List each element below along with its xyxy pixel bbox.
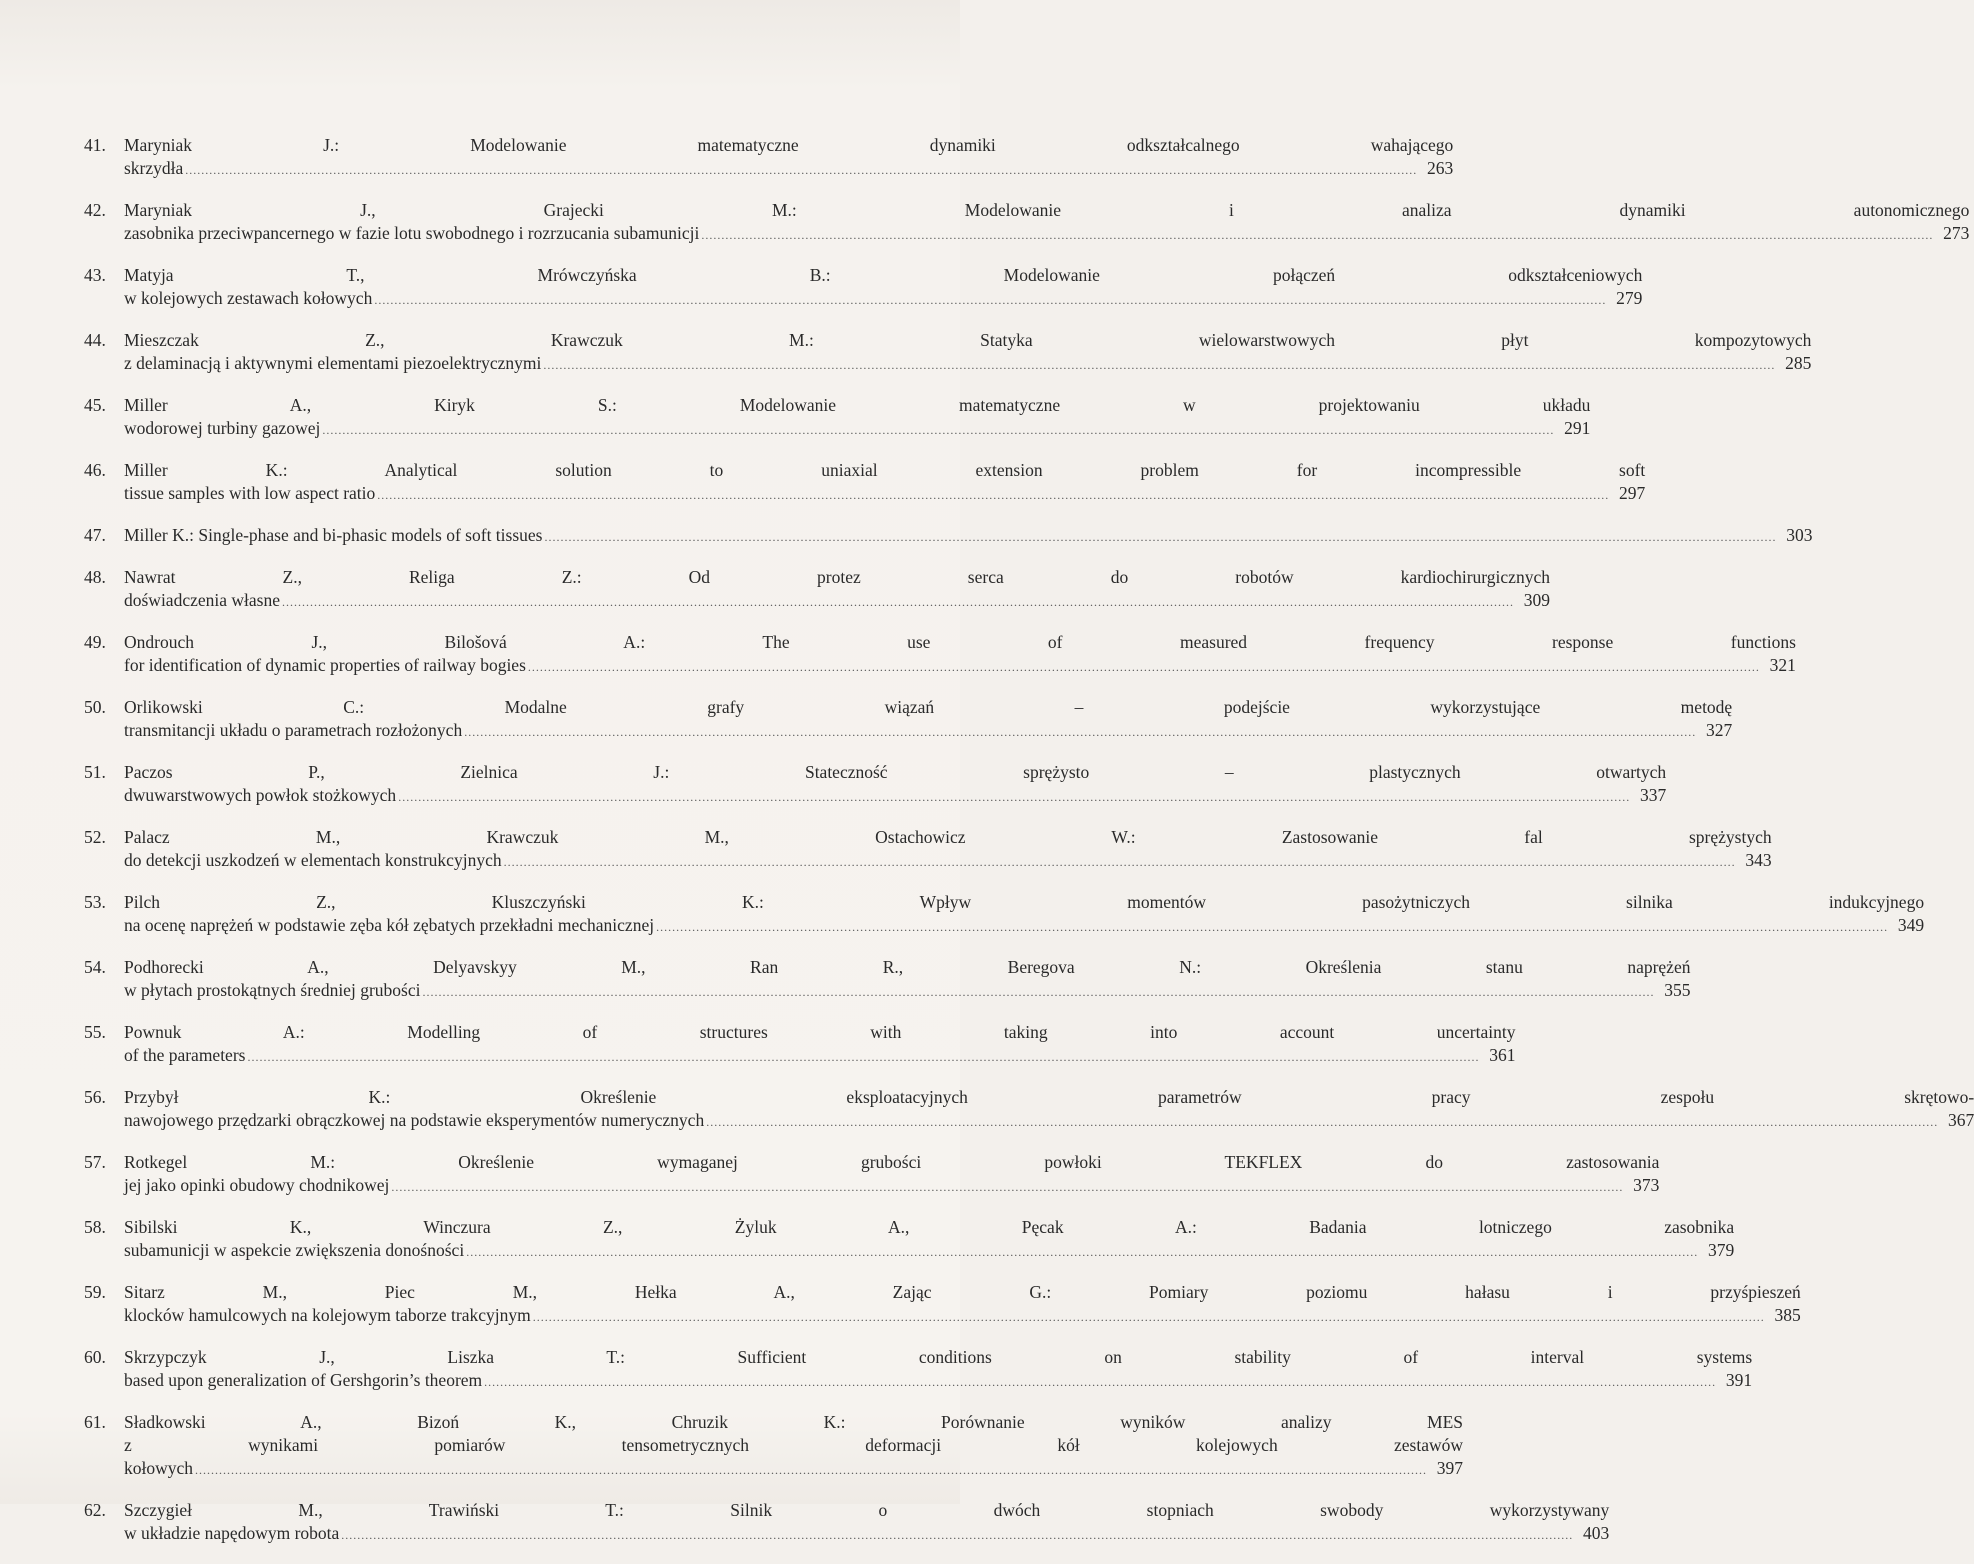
entry-line: nawojowego przędzarki obrączkowej na podstawie eksperymentów numerycznych: [124, 1110, 705, 1130]
entry-line: do detekcji uszkodzeń w elementach konstrukcyjnych: [124, 850, 502, 870]
entry-text: [124, 1281, 1801, 1329]
entry-number: 49.: [84, 632, 106, 652]
entry-line: Miller K.: Analytical solution to uniaxial extension problem for incompressible soft: [124, 460, 1646, 480]
entry-number: 55.: [84, 1022, 106, 1042]
dot-leader: [466, 1241, 1698, 1264]
entry-number: 56.: [84, 1087, 106, 1107]
entry-line: transmitancji układu o parametrach rozłożonych: [124, 720, 463, 740]
entry-last-line: [124, 1044, 1515, 1069]
entry-text: [124, 199, 1969, 247]
entry-line: Pownuk A.: Modelling of structures with taking into account uncertainty: [124, 1022, 1516, 1042]
entry-text: [124, 1021, 1515, 1069]
entry-last-line: [124, 719, 1732, 744]
entry-line: klocków hamulcowych na kolejowym taborze trakcyjnym: [124, 1305, 531, 1325]
entry-last-line: [124, 417, 1590, 442]
dot-leader: [422, 981, 1654, 1004]
entry-number: 46.: [84, 460, 106, 480]
entry-last-line: [124, 1522, 1609, 1547]
page-number: 367: [1947, 1110, 1974, 1130]
toc-entry: [84, 459, 1646, 507]
entry-text: [124, 524, 1812, 549]
entry-number: 60.: [84, 1347, 106, 1367]
entry-line: skrzydła: [124, 158, 184, 178]
page-number: 403: [1583, 1523, 1610, 1543]
entry-number: 61.: [84, 1412, 106, 1432]
entry-last-line: [124, 1109, 1974, 1134]
toc-entry: [84, 1411, 1464, 1482]
dot-leader: [533, 1306, 1765, 1329]
entry-line: subamunicji w aspekcie zwiększenia donośności: [124, 1240, 465, 1260]
entry-line: Rotkegel M.: Określenie wymaganej grubości powłoki TEKFLEX do zastosowania: [124, 1152, 1660, 1172]
entry-line: Palacz M., Krawczuk M., Ostachowicz W.: Zastosowanie fal sprężystych: [124, 827, 1772, 847]
toc-entry: [84, 566, 1550, 614]
toc-entry: [84, 394, 1591, 442]
entry-line: Podhorecki A., Delyavskyy M., Ran R., Beregova N.: Określenia stanu naprężeń: [124, 957, 1691, 977]
entry-number: 51.: [84, 762, 106, 782]
entry-last-line: [124, 979, 1690, 1004]
entry-line: z wynikami pomiarów tensometrycznych deformacji kół kolejowych zestawów: [124, 1435, 1464, 1455]
page-number: 397: [1436, 1458, 1464, 1478]
entry-line: kołowych: [124, 1458, 194, 1478]
entry-line: Mieszczak Z., Krawczuk M.: Statyka wielowarstwowych płyt kompozytowych: [124, 330, 1812, 350]
dot-leader: [528, 656, 1760, 679]
entry-text: [124, 1411, 1463, 1482]
entry-number: 45.: [84, 395, 106, 415]
page-number: 285: [1785, 353, 1812, 373]
entry-line: wodorowej turbiny gazowej: [124, 418, 321, 438]
page-number: 303: [1786, 525, 1813, 545]
entry-last-line: [124, 157, 1453, 182]
dot-leader: [701, 224, 1933, 247]
entry-text: [124, 459, 1645, 507]
entry-last-line: [124, 524, 1812, 549]
entry-text: [124, 1499, 1609, 1547]
dot-leader: [195, 1459, 1427, 1482]
toc-entry: [84, 1499, 1610, 1547]
toc-entry: [84, 1151, 1660, 1199]
entry-line: Nawrat Z., Religa Z.: Od protez serca do robotów kardiochirurgicznych: [124, 567, 1550, 587]
entry-last-line: [124, 849, 1772, 874]
page-number: 291: [1564, 418, 1591, 438]
page-number: 349: [1897, 915, 1925, 935]
entry-text: [124, 696, 1732, 744]
entry-last-line: [124, 1457, 1463, 1482]
entry-line: z delaminacją i aktywnymi elementami piezoelektrycznymi: [124, 353, 542, 373]
entry-line: w płytach prostokątnych średniej grubości: [124, 980, 421, 1000]
page-number: 273: [1943, 223, 1970, 243]
toc-entry: [84, 199, 1970, 247]
page-number: 309: [1523, 590, 1550, 610]
entry-line: for identification of dynamic properties of railway bogies: [124, 655, 526, 675]
entry-line: Sitarz M., Piec M., Hełka A., Zając G.: Pomiary poziomu hałasu i przyśpieszeń: [124, 1282, 1801, 1302]
toc-entry: [84, 1021, 1516, 1069]
dot-leader: [341, 1524, 1573, 1547]
entry-text: [124, 761, 1666, 809]
page-number: 361: [1489, 1045, 1516, 1065]
entry-line: zasobnika przeciwpancernego w fazie lotu swobodnego i rozrzucania subamunicji: [124, 223, 700, 243]
entry-text: [124, 394, 1590, 442]
entry-text: [124, 891, 1924, 939]
entry-text: [124, 264, 1642, 312]
entry-last-line: [124, 1174, 1659, 1199]
toc-entry: [84, 696, 1733, 744]
dot-leader: [282, 591, 1514, 614]
entry-last-line: [124, 1304, 1801, 1329]
dot-leader: [543, 354, 1775, 377]
entry-number: 44.: [84, 330, 106, 350]
page-number: 385: [1774, 1305, 1801, 1325]
entry-last-line: [124, 222, 1969, 247]
page-number: 263: [1427, 158, 1454, 178]
entry-line: w kolejowych zestawach kołowych: [124, 288, 373, 308]
entry-line: na ocenę naprężeń w podstawie zęba kół zębatych przekładni mechanicznej: [124, 915, 655, 935]
entry-line: dwuwarstwowych powłok stożkowych: [124, 785, 397, 805]
entry-number: 47.: [84, 525, 106, 545]
toc-entry: [84, 956, 1691, 1004]
entry-text: [124, 566, 1550, 614]
entry-line: based upon generalization of Gershgorin’s theorem: [124, 1370, 483, 1390]
entry-number: 50.: [84, 697, 106, 717]
entry-number: 48.: [84, 567, 106, 587]
toc-entry: [84, 826, 1772, 874]
dot-leader: [544, 526, 1776, 549]
entry-text: [124, 329, 1811, 377]
entry-line: Maryniak J., Grajecki M.: Modelowanie i analiza dynamiki autonomicznego: [124, 200, 1970, 220]
entry-number: 42.: [84, 200, 106, 220]
entry-number: 41.: [84, 135, 106, 155]
dot-leader: [706, 1111, 1938, 1134]
entry-last-line: [124, 352, 1811, 377]
toc-entry: [84, 761, 1667, 809]
entry-line: tissue samples with low aspect ratio: [124, 483, 376, 503]
entry-line: Sibilski K., Winczura Z., Żyluk A., Pęcak A.: Badania lotniczego zasobnika: [124, 1217, 1735, 1237]
entry-number: 53.: [84, 892, 106, 912]
entry-number: 62.: [84, 1500, 106, 1520]
table-of-contents: [84, 134, 1974, 1564]
entry-line: of the parameters: [124, 1045, 246, 1065]
entry-number: 54.: [84, 957, 106, 977]
dot-leader: [504, 851, 1736, 874]
dot-leader: [484, 1371, 1716, 1394]
dot-leader: [656, 916, 1888, 939]
page-number: 343: [1745, 850, 1772, 870]
entry-last-line: [124, 482, 1645, 507]
page-number: 297: [1619, 483, 1646, 503]
entry-last-line: [124, 654, 1796, 679]
page-number: 327: [1705, 720, 1733, 740]
entry-line: Sładkowski A., Bizoń K., Chruzik K.: Porównanie wyników analizy MES: [124, 1412, 1464, 1432]
entry-line: Maryniak J.: Modelowanie matematyczne dynamiki odkształcalnego wahającego: [124, 135, 1454, 155]
entry-last-line: [124, 1369, 1752, 1394]
toc-entry: [84, 1346, 1753, 1394]
page-number: 379: [1707, 1240, 1735, 1260]
page-number: 279: [1616, 288, 1643, 308]
dot-leader: [247, 1046, 1479, 1069]
entry-last-line: [124, 784, 1666, 809]
entry-line: Przybył K.: Określenie eksploatacyjnych parametrów pracy zespołu skrętowo-: [124, 1087, 1974, 1107]
dot-leader: [322, 419, 1554, 442]
entry-text: [124, 956, 1690, 1004]
entry-line: Szczygieł M., Trawiński T.: Silnik o dwóch stopniach swobody wykorzystywany: [124, 1500, 1610, 1520]
entry-line: Miller A., Kiryk S.: Modelowanie matematyczne w projektowaniu układu: [124, 395, 1591, 415]
entry-text: [124, 1151, 1659, 1199]
page-number: 391: [1725, 1370, 1753, 1390]
dot-leader: [398, 786, 1630, 809]
entry-last-line: [124, 589, 1550, 614]
entry-line: Pilch Z., Kluszczyński K.: Wpływ momentów pasożytniczych silnika indukcyjnego: [124, 892, 1925, 912]
toc-entry: [84, 891, 1925, 939]
entry-line: Paczos P., Zielnica J.: Stateczność sprężysto – plastycznych otwartych: [124, 762, 1667, 782]
entry-line: jej jako opinki obudowy chodnikowej: [124, 1175, 390, 1195]
toc-entry: [84, 1281, 1801, 1329]
entry-line: doświadczenia własne: [124, 590, 280, 610]
entry-number: 58.: [84, 1217, 106, 1237]
entry-number: 57.: [84, 1152, 106, 1172]
entry-number: 59.: [84, 1282, 106, 1302]
page-number: 355: [1664, 980, 1691, 1000]
dot-leader: [464, 721, 1696, 744]
entry-line: Orlikowski C.: Modalne grafy wiązań – podejście wykorzystujące metodę: [124, 697, 1733, 717]
toc-entry: [84, 631, 1796, 679]
dot-leader: [185, 159, 1417, 182]
entry-line: Skrzypczyk J., Liszka T.: Sufficient conditions on stability of interval systems: [124, 1347, 1753, 1367]
dot-leader: [374, 289, 1606, 312]
toc-entry: [84, 1216, 1735, 1264]
entry-number: 43.: [84, 265, 106, 285]
toc-entry: [84, 264, 1643, 312]
entry-text: [124, 1086, 1974, 1134]
toc-entry: [84, 1086, 1974, 1134]
entry-text: [124, 1346, 1752, 1394]
entry-line: Matyja T., Mrówczyńska B.: Modelowanie połączeń odkształceniowych: [124, 265, 1643, 285]
entry-text: [124, 631, 1796, 679]
entry-last-line: [124, 287, 1642, 312]
entry-text: [124, 134, 1453, 182]
toc-entry: [84, 329, 1812, 377]
page-number: 321: [1769, 655, 1796, 675]
toc-entry: [84, 524, 1813, 549]
entry-line: w układzie napędowym robota: [124, 1523, 340, 1543]
entry-line: Miller K.: Single-phase and bi-phasic models of soft tissues: [124, 525, 543, 545]
entry-last-line: [124, 914, 1924, 939]
toc-entry: [84, 134, 1454, 182]
page-number: 337: [1639, 785, 1667, 805]
dot-leader: [377, 484, 1609, 507]
entry-number: 52.: [84, 827, 106, 847]
entry-line: Ondrouch J., Bilošová A.: The use of measured frequency response functions: [124, 632, 1796, 652]
entry-text: [124, 1216, 1734, 1264]
entry-last-line: [124, 1239, 1734, 1264]
page-number: 373: [1633, 1175, 1660, 1195]
dot-leader: [391, 1176, 1623, 1199]
entry-text: [124, 826, 1772, 874]
